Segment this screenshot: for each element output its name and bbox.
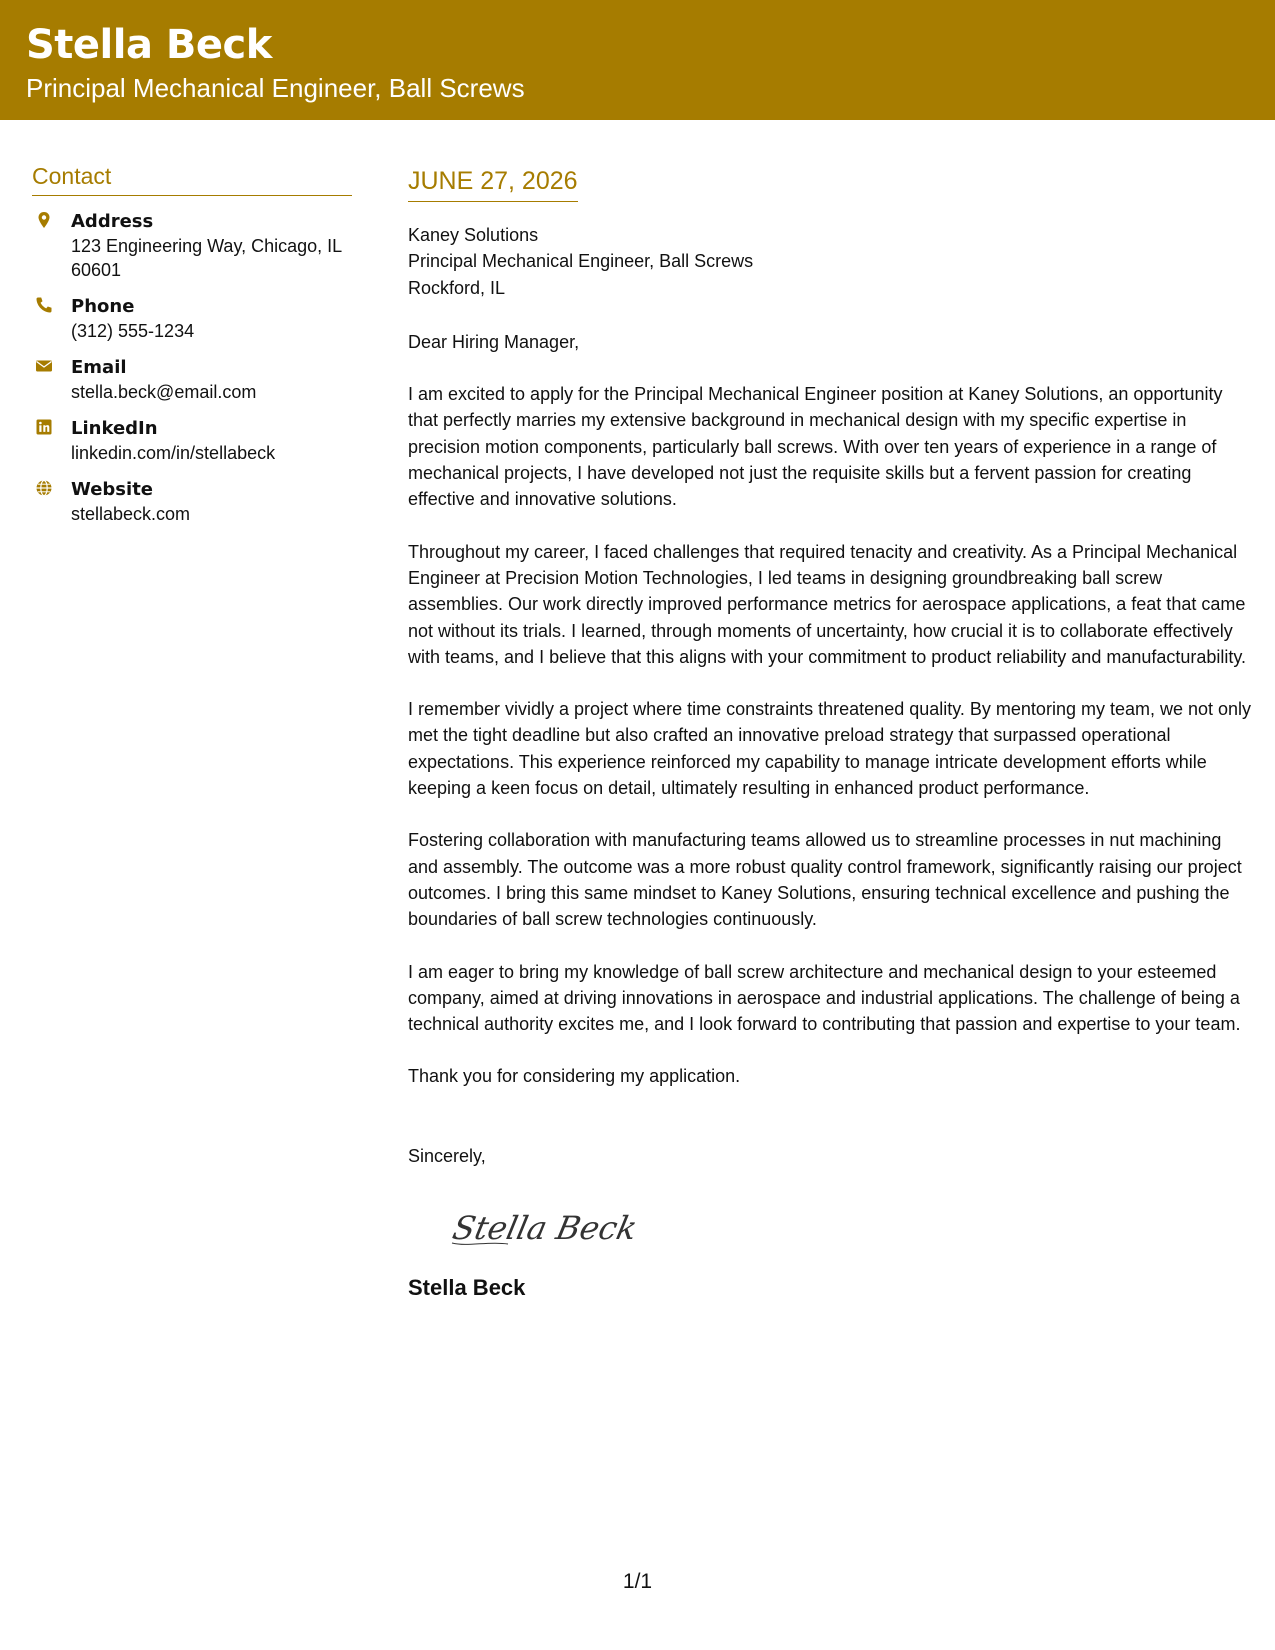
recipient-block [408, 222, 1253, 301]
linkedin-icon [35, 418, 53, 436]
applicant-name: Stella Beck [26, 22, 272, 68]
header-banner [0, 0, 1275, 120]
greeting: Dear Hiring Manager, [408, 331, 580, 352]
contact-item-address [32, 210, 352, 282]
paragraph: Thank you for considering my application. [408, 1066, 741, 1087]
letter-body [408, 166, 1253, 1301]
recipient-position: Principal Mechanical Engineer, Ball Screws [408, 251, 754, 272]
signer-name: Stella Beck [408, 1275, 526, 1301]
paragraph: Throughout my career, I faced challenges that required tenacity and creativity. As a Principal Mechanical Engineer at Precision Motion Technologies, I led teams in designing groundbreaking ball screw assemblies. Our work directly improved performance metrics for aerospace applications, a feat that came not without its trials. I learned, through moments of uncertainty, how crucial it is to collaborate effectively with teams, and I believe that this aligns with your commitment to product reliability and manufacturability. [408, 541, 1247, 667]
envelope-icon [35, 357, 53, 375]
contact-item-linkedin [32, 417, 352, 465]
paragraph: I am excited to apply for the Principal Mechanical Engineer position at Kaney Solutions, an opportunity that perfectly marries my extensive background in mechanical design with my specific expertise in precision motion components, particularly ball screws. With over ten years of experience in a range of mechanical projects, I have developed not just the requisite skills but a fervent passion for creating effective and innovative solutions. [408, 384, 1223, 510]
recipient-location: Rockford, IL [408, 277, 506, 298]
contact-label: Email [71, 357, 127, 378]
contact-value: linkedin.com/in/stellabeck [71, 443, 276, 463]
contact-label: Phone [71, 296, 135, 317]
handwritten-signature [448, 1197, 1253, 1257]
contact-label: LinkedIn [71, 418, 158, 439]
globe-icon [35, 479, 53, 497]
contact-label: Address [71, 211, 154, 232]
contact-item-phone [32, 295, 352, 343]
contact-sidebar [32, 163, 352, 539]
paragraph: I remember vividly a project where time constraints threatened quality. By mentoring my team, we not only met the tight deadline but also crafted an innovative preload strategy that surpassed operational expectations. This experience reinforced my capability to manage intricate development efforts while keeping a keen focus on detail, ultimately resulting in enhanced product performance. [408, 699, 1252, 799]
signature-image [448, 1197, 648, 1257]
contact-item-website [32, 478, 352, 526]
contact-label: Website [71, 479, 154, 500]
recipient-company: Kaney Solutions [408, 225, 539, 245]
contact-heading: Contact [32, 163, 352, 196]
svg-text:Stella Beck: Stella Beck [449, 1209, 641, 1247]
contact-item-email [32, 356, 352, 404]
paragraph: Fostering collaboration with manufacturing teams allowed us to streamline processes in nut machining and assembly. The outcome was a more robust quality control framework, significantly raising our project outcomes. I bring this same mindset to Kaney Solutions, ensuring technical excellence and pushing the boundaries of ball screw technologies continuously. [408, 830, 1242, 930]
closing: Sincerely, [408, 1145, 486, 1166]
letter-date: JUNE 27, 2026 [408, 166, 578, 202]
page-number: 1/1 [622, 1570, 653, 1593]
phone-icon [35, 296, 53, 314]
contact-value: (312) 555-1234 [71, 321, 195, 341]
contact-value: stellabeck.com [71, 504, 191, 524]
map-pin-icon [35, 211, 53, 229]
paragraph: I am eager to bring my knowledge of ball screw architecture and mechanical design to your esteemed company, aimed at driving innovations in aerospace and industrial applications. The challenge of being a technical authority excites me, and I look forward to contributing that passion and expertise to your team. [408, 961, 1241, 1035]
contact-value: stella.beck@email.com [71, 382, 257, 402]
applicant-title: Principal Mechanical Engineer, Ball Screws [26, 73, 525, 103]
contact-value: 123 Engineering Way, Chicago, IL 60601 [71, 236, 342, 280]
